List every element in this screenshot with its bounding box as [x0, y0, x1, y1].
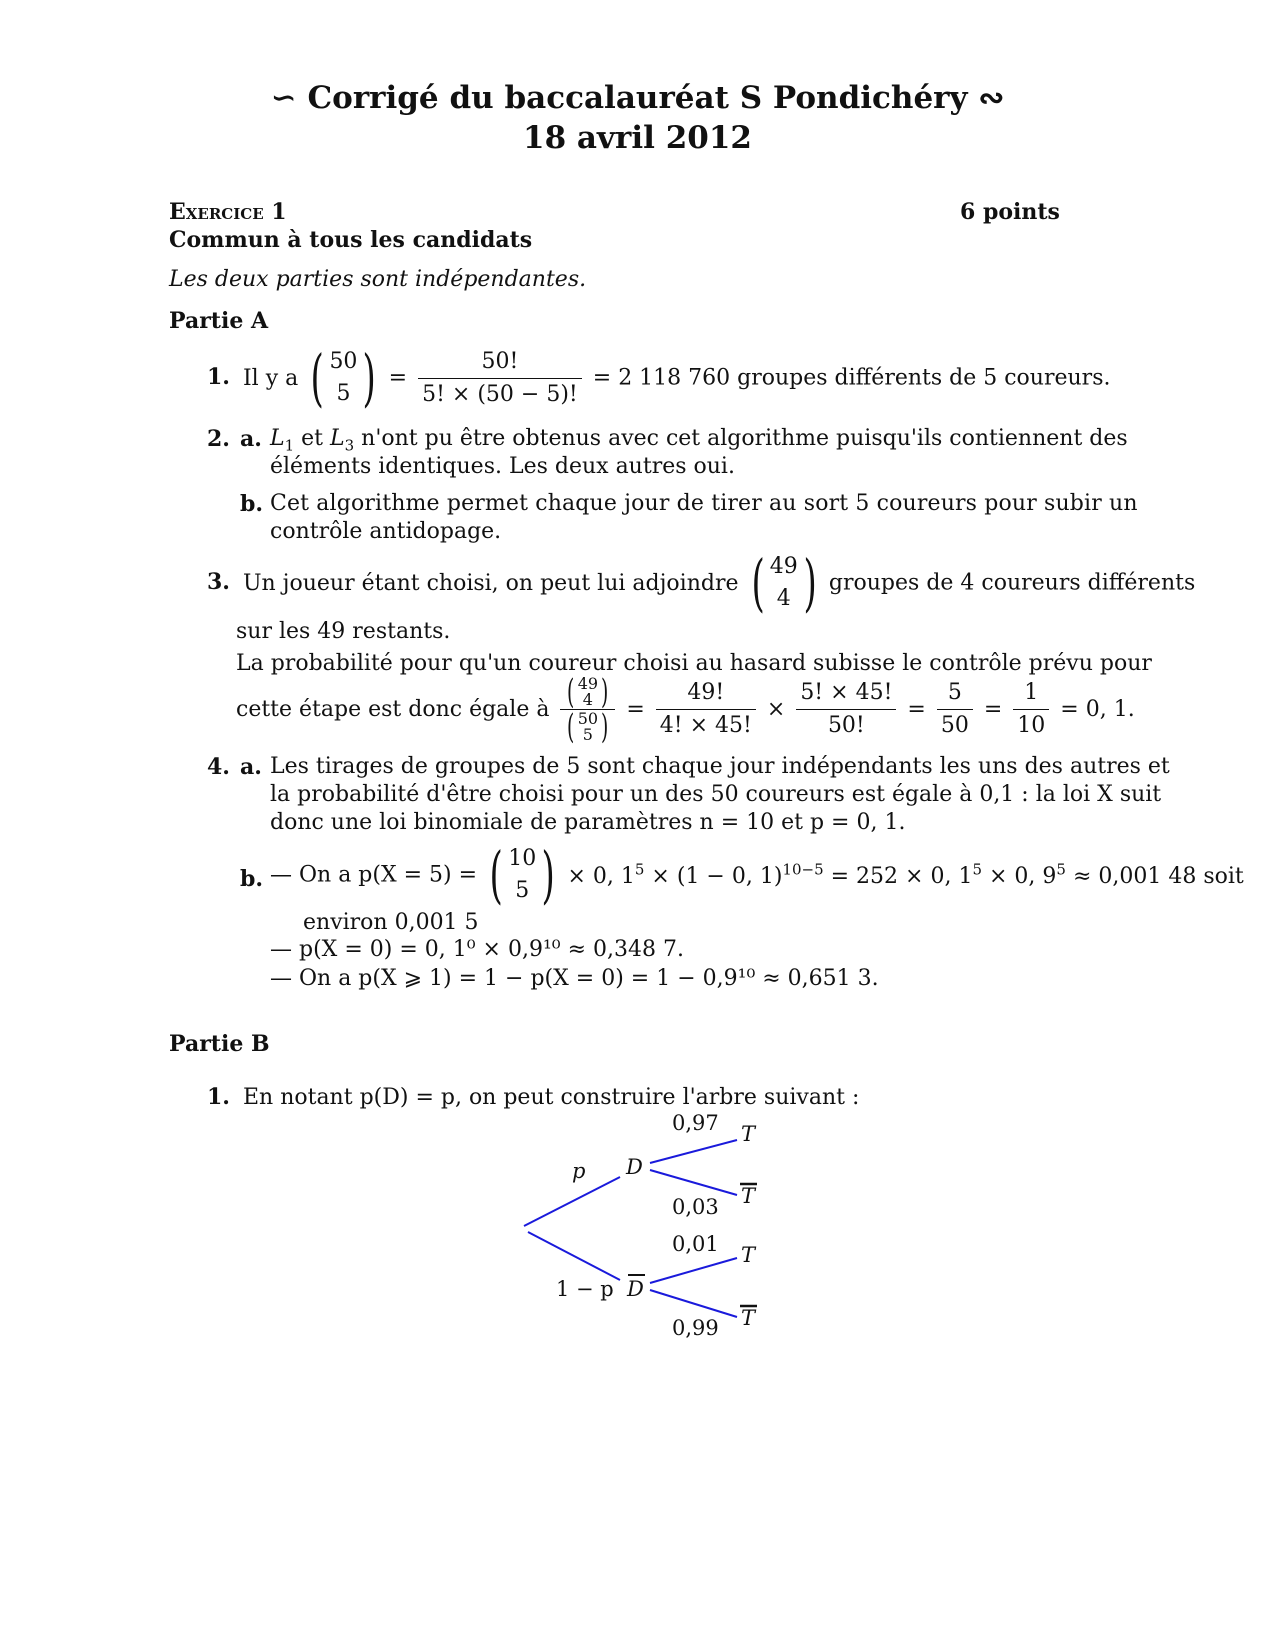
- q2-number: 2.: [207, 426, 230, 452]
- q4b-binomial: ( 10 5 ): [489, 838, 556, 911]
- q3-fraction-4: $\frac{5}{50}$: [937, 680, 973, 739]
- q4b-item1: — On a p(X = 5) = ( 10 5 ) × 0, $1^5 \times (1 - 0$, 1)$^{10-5}$ = 252 × 0, $1^5 \times 0$, $9^5 \approx 0,001$ 48 soit: [270, 838, 1244, 911]
- q1-equals: =: [388, 365, 408, 391]
- exercise-name: Exercice 1: [169, 199, 287, 225]
- branch-D-T: [650, 1140, 737, 1163]
- q3-binomial: ( 49 4 ): [750, 546, 817, 619]
- q2b-line1: Cet algorithme permet chaque jour de tirer au sort 5 coureurs pour subir un: [270, 491, 1138, 516]
- prob-T-given-D: 0,97: [672, 1111, 719, 1135]
- q1-fraction: $\frac{50!}{5! \times (50 - 5)!}$: [418, 349, 582, 408]
- node-D: D: [626, 1155, 643, 1179]
- q3-line3: La probabilité pour qu'un coureur choisi au hasard subisse le contrôle prévu pour: [236, 651, 1152, 676]
- q3-fraction-2: $\frac{49!}{4! \times 45!}$: [656, 680, 756, 739]
- branch-Dbar-Tbar: [650, 1290, 737, 1317]
- node-T-2: T: [741, 1243, 756, 1267]
- q1-binomial: ( 50 5 ): [310, 341, 377, 414]
- node-Tbar-1: T: [741, 1184, 756, 1208]
- branch-Dbar-T: [650, 1258, 737, 1283]
- partB-heading: Partie B: [169, 1031, 270, 1057]
- q3-fraction-5: $\frac{1}{10}$: [1013, 680, 1049, 739]
- q2a-label: a.: [240, 426, 262, 452]
- partA-q3-line1: 3. Un joueur étant choisi, on peut lui adjoindre ( 49 4 ) groupes de 4 coureurs différents: [207, 546, 1196, 619]
- exercise-audience: Commun à tous les candidats: [169, 227, 533, 253]
- partA-heading: Partie A: [169, 308, 269, 334]
- q2a-line1: $L_1$ et $L_3$ n'ont pu être obtenus avec cet algorithme puisqu'ils contiennent des: [270, 426, 1128, 455]
- prob-T-given-Dbar: 0,01: [672, 1232, 719, 1256]
- branch-root-Dbar: [528, 1232, 620, 1280]
- q2b-label: b.: [240, 491, 264, 517]
- label-one-minus-p: 1 − p: [556, 1277, 614, 1301]
- q4a-line2: la probabilité d'être choisi pour un des 50 coureurs est égale à 0,1 : la loi X suit: [270, 782, 1162, 807]
- q4b-item3: — On a p(X ⩾ 1) = 1 − p(X = 0) = 1 − 0,9¹⁰ ≈ 0,651 3.: [270, 966, 879, 991]
- branch-D-Tbar: [650, 1170, 737, 1195]
- q3-fraction-3: $\frac{5! \times 45!}{50!}$: [796, 680, 896, 739]
- label-p: p: [572, 1159, 586, 1183]
- page-date: 18 avril 2012: [523, 120, 752, 156]
- q1-number: 1.: [207, 364, 230, 390]
- q4b-item1-line2: environ 0,001 5: [303, 910, 479, 935]
- node-Dbar: D: [627, 1277, 644, 1301]
- q4a-line3: donc une loi binomiale de paramètres n = 10 et p = 0, 1.: [270, 810, 906, 835]
- exercise-intro: Les deux parties sont indépendantes.: [169, 267, 587, 292]
- q3-binomial-ratio: ( 49 4 ) ( 50 5 ): [560, 676, 615, 743]
- q2a-line2: éléments identiques. Les deux autres oui.: [270, 454, 735, 479]
- q4b-label: b.: [240, 866, 264, 892]
- q3-line2: sur les 49 restants.: [236, 619, 451, 644]
- q3-result: = 0, 1.: [1060, 697, 1135, 722]
- q3-line4: cette étape est donc égale à ( 49 4 ) ( 50 5 ) = $\frac{49!}{4! \times 45!}$ × $\frac{5! \times 45!}{50!}$ = $\frac{5}{50}$ = $\frac{1}{10}$ = 0, 1.: [236, 672, 1135, 747]
- partB-q1: 1. En notant p(D) = p, on peut construire l'arbre suivant :: [207, 1084, 860, 1110]
- prob-Tbar-given-Dbar: 0,99: [672, 1316, 719, 1340]
- q2b-line2: contrôle antidopage.: [270, 519, 502, 544]
- q4b-item2: — p(X = 0) = 0, 1⁰ × 0,9¹⁰ ≈ 0,348 7.: [270, 937, 684, 962]
- exercise-points: 6 points: [960, 199, 1060, 225]
- q4-number: 4.: [207, 754, 230, 780]
- node-T-1: T: [741, 1122, 756, 1146]
- branch-root-D: [524, 1177, 620, 1226]
- page-title: ∽ Corrigé du baccalauréat S Pondichéry ∾: [270, 80, 1005, 116]
- q1-lead: Il y a: [242, 365, 299, 391]
- node-Tbar-2: T: [741, 1306, 756, 1330]
- q1-tail: = 2 118 760 groupes différents de 5 coureurs.: [592, 365, 1111, 391]
- q4a-line1: Les tirages de groupes de 5 sont chaque jour indépendants les uns des autres et: [270, 754, 1170, 779]
- prob-Tbar-given-D: 0,03: [672, 1195, 719, 1219]
- q4a-label: a.: [240, 754, 262, 780]
